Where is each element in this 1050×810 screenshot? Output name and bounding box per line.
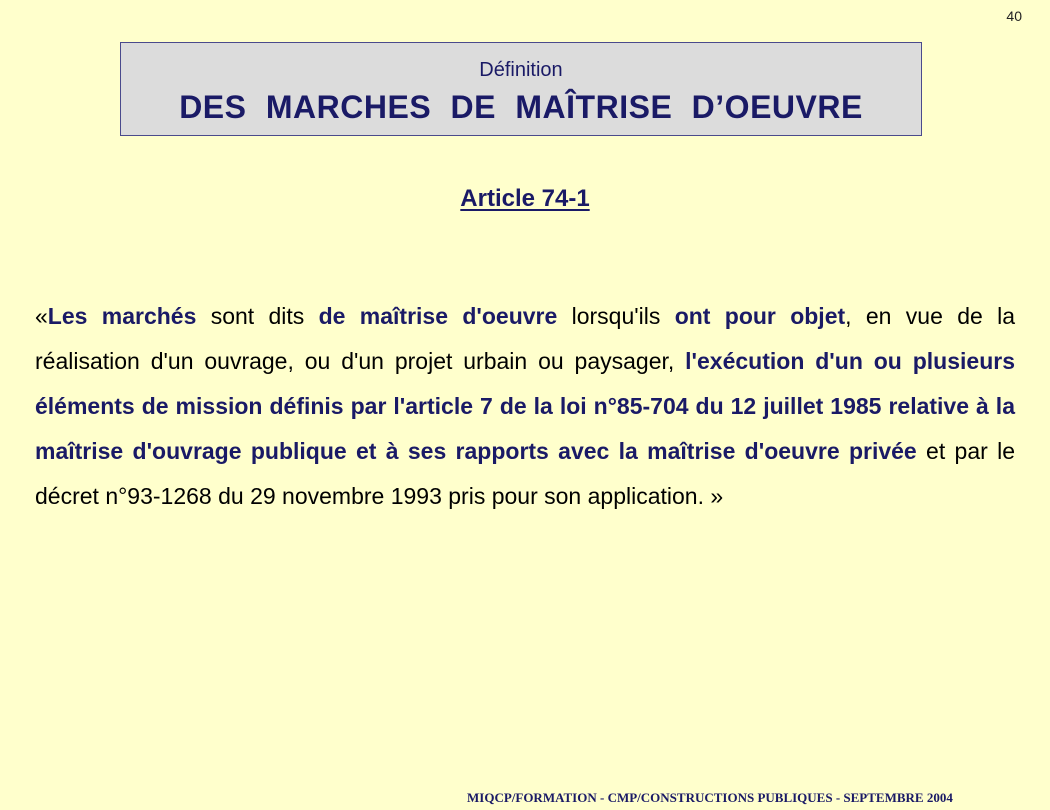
page-title: DES MARCHES DE MAÎTRISE D’OEUVRE (179, 89, 863, 125)
article-text (35, 294, 1015, 519)
title-box (120, 42, 922, 136)
definition-label: Définition (479, 59, 563, 81)
article-heading (0, 185, 1050, 213)
text-segment: « (35, 303, 48, 329)
text-segment-bold: Les marchés (47, 303, 197, 329)
text-segment-bold: l'exécution d'un ou plusieurs éléments de mission définis par l'article 7 de la loi n°85‑704 du 12 juillet 1985 relative à la maîtrise d'ouvrage publique et à ses rapports avec la maîtrise d'oeuvre privée (35, 348, 1015, 464)
text-segment: et par le décret n°93‑1268 du 29 novembre 1993 pris pour son application. » (35, 438, 1016, 509)
article-title: Article 74‑1 (460, 185, 590, 212)
text-segment: , en vue de la réalisation d'un ouvrage, ou d'un projet urbain ou paysager, (35, 303, 1016, 374)
page-number: 40 (1006, 8, 1022, 24)
text-segment: sont dits (196, 303, 319, 329)
footer: MIQCP/FORMATION ‑ CMP/CONSTRUCTIONS PUBLIQUES ‑ SEPTEMBRE 2004 (467, 790, 953, 805)
text-segment-bold: de maîtrise d'oeuvre (318, 303, 558, 329)
text-segment-bold: ont pour objet (674, 303, 846, 329)
text-segment: lorsqu'ils (557, 303, 675, 329)
